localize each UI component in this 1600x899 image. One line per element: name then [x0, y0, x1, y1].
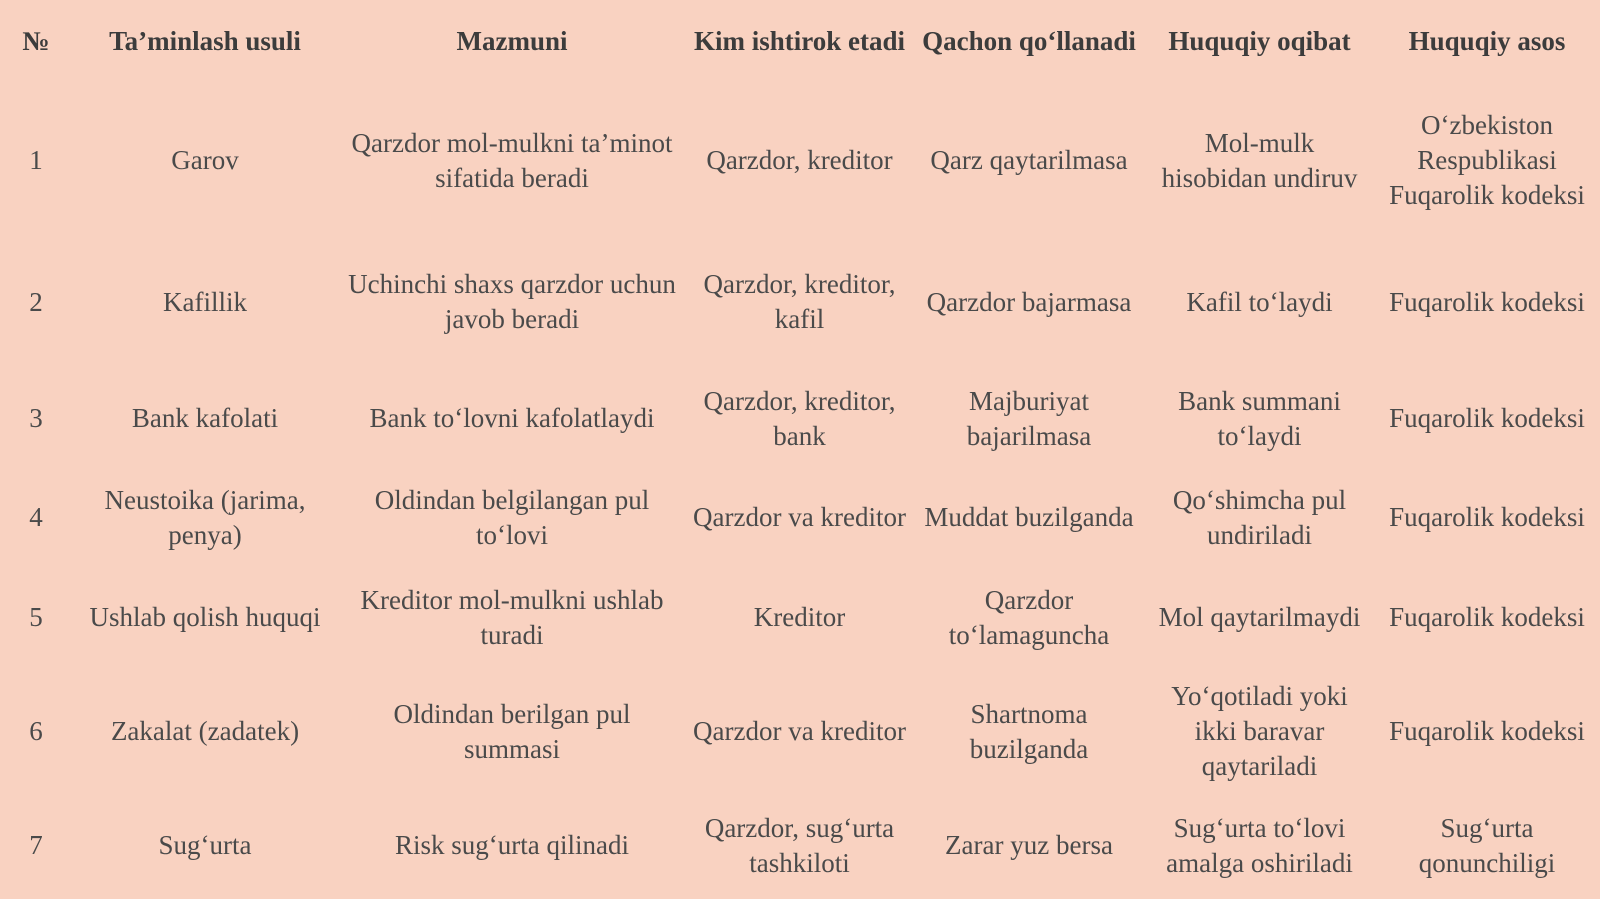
cell-legal-consequence: Mol qaytarilmaydi	[1158, 602, 1361, 632]
cell-number: 1	[29, 145, 43, 175]
cell-method: Bank kafolati	[131, 403, 279, 433]
cell-method: Ushlab qolish huquqi	[89, 602, 321, 632]
cell-when-applied: Qarzdor bajarmasa	[926, 286, 1132, 317]
cell-legal-consequence: Kafil to‘laydi	[1186, 286, 1333, 317]
cell-method: Zakalat (zadatek)	[110, 716, 300, 746]
cell-when-applied: Majburiyat bajarilmasa	[966, 385, 1092, 451]
cell-method: Sug‘urta	[158, 830, 252, 860]
cell-content: Qarzdor mol-mulkni ta’minot sifatida beradi	[351, 127, 673, 193]
table-row	[0, 671, 1600, 792]
cell-content: Oldindan belgilangan pul to‘lovi	[374, 484, 650, 550]
header-content: Mazmuni	[456, 26, 568, 56]
cell-content: Oldindan berilgan pul summasi	[393, 698, 631, 764]
cell-content: Kreditor mol-mulkni ushlab turadi	[360, 584, 664, 650]
header-number: №	[22, 26, 50, 56]
table-row	[0, 564, 1600, 671]
table-row	[0, 792, 1600, 899]
cell-legal-basis: Fuqarolik kodeksi	[1389, 602, 1585, 632]
cell-legal-basis: Fuqarolik kodeksi	[1389, 286, 1585, 317]
cell-participants: Qarzdor, kreditor, kafil	[703, 269, 896, 334]
cell-participants: Qarzdor va kreditor	[693, 502, 906, 532]
cell-number: 2	[29, 286, 43, 317]
cell-legal-basis: O‘zbekiston Respublikasi Fuqarolik kodeksi	[1389, 110, 1585, 210]
cell-legal-consequence: Yo‘qotiladi yoki ikki baravar qaytariladi	[1171, 681, 1348, 781]
cell-number: 6	[29, 716, 43, 746]
cell-content: Risk sug‘urta qilinadi	[395, 830, 629, 860]
cell-legal-consequence: Qo‘shimcha pul undiriladi	[1172, 484, 1347, 550]
table-row	[0, 83, 1600, 238]
header-legal-basis: Huquqiy asos	[1408, 26, 1566, 56]
table-header-row	[0, 0, 1600, 83]
cell-content: Bank to‘lovni kafolatlaydi	[369, 403, 655, 433]
cell-number: 3	[29, 403, 43, 433]
cell-legal-basis: Fuqarolik kodeksi	[1389, 502, 1585, 532]
header-legal-consequence: Huquqiy oqibat	[1168, 26, 1351, 56]
cell-number: 4	[29, 502, 43, 532]
cell-legal-consequence: Mol-mulk hisobidan undiruv	[1161, 127, 1358, 193]
cell-when-applied: Shartnoma buzilganda	[969, 698, 1089, 764]
cell-legal-consequence: Bank summani to‘laydi	[1178, 385, 1341, 451]
cell-method: Kafillik	[163, 286, 247, 317]
cell-when-applied: Qarz qaytarilmasa	[930, 145, 1128, 175]
cell-legal-basis: Fuqarolik kodeksi	[1389, 716, 1585, 746]
cell-participants: Qarzdor, sug‘urta tashkiloti	[704, 812, 895, 878]
cell-participants: Qarzdor, kreditor, bank	[703, 385, 896, 451]
header-when-applied: Qachon qo‘llanadi	[922, 26, 1136, 56]
cell-method: Neustoika (jarima, penya)	[104, 484, 306, 550]
cell-content: Uchinchi shaxs qarzdor uchun javob beradi	[348, 269, 676, 334]
cell-participants: Kreditor	[753, 602, 846, 632]
cell-participants: Qarzdor, kreditor	[706, 145, 893, 175]
cell-number: 5	[29, 602, 43, 632]
cell-method: Garov	[171, 145, 239, 175]
cell-when-applied: Muddat buzilganda	[924, 502, 1134, 532]
header-participants: Kim ishtirok etadi	[693, 26, 906, 56]
cell-legal-basis: Sug‘urta qonunchiligi	[1418, 812, 1556, 878]
cell-legal-consequence: Sug‘urta to‘lovi amalga oshiriladi	[1166, 812, 1353, 878]
cell-when-applied: Zarar yuz bersa	[945, 830, 1113, 860]
cell-participants: Qarzdor va kreditor	[693, 716, 906, 746]
table-row	[0, 238, 1600, 366]
table-row	[0, 471, 1600, 564]
cell-number: 7	[29, 830, 43, 860]
cell-when-applied: Qarzdor to‘lamaguncha	[948, 584, 1110, 650]
table-row	[0, 366, 1600, 471]
cell-legal-basis: Fuqarolik kodeksi	[1389, 403, 1585, 433]
header-method: Ta’minlash usuli	[109, 26, 301, 56]
